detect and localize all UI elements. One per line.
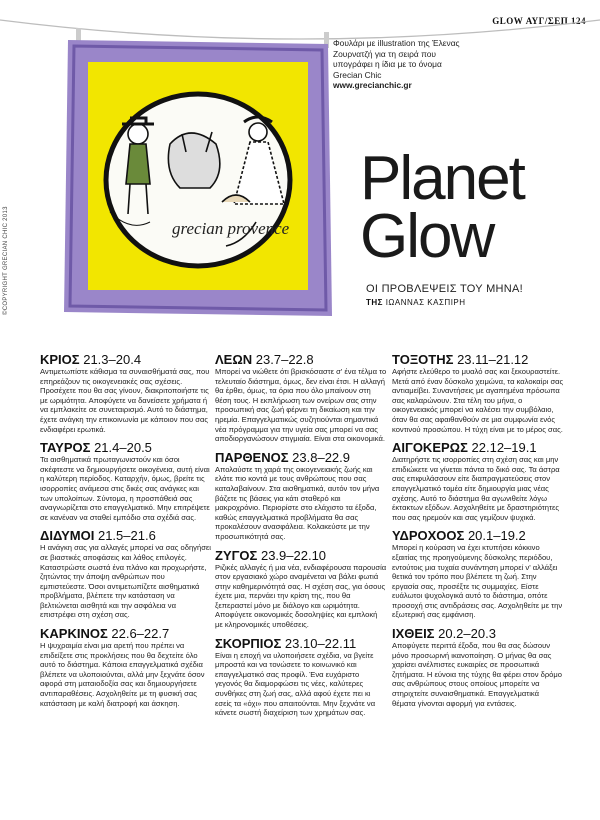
sign-name: ΔΙΔΥΜΟΙ	[40, 528, 95, 544]
sign-name: ΥΔΡΟΧΟΟΣ	[392, 528, 465, 544]
sign-name: ΖΥΓΟΣ	[215, 547, 258, 563]
sign-text: Είναι η εποχή να υλοποιήσετε σχέδια, να βγείτε μπροστά και να τονώσετε το κοινωνικό και επαγγελματικό σας προφίλ. Ένα ευχάριστο γεγονός θα διαμορφώσει τις νέες, καλύτερες συνθήκες στη ζωή σας, αλλά αφού έχετε πει κι εσείς τα «όχι» που απαιτούνται. Μην ξεχνάτε να κάνετε σωστή διαχείριση των χρημάτων σας.	[215, 650, 376, 718]
sign-pisces	[392, 626, 564, 708]
copyright-note: ©COPYRIGHT GRECIAN CHIC 2013	[3, 206, 9, 315]
sign-name: ΚΡΙΟΣ	[40, 352, 80, 367]
horoscope-column-3	[392, 352, 564, 714]
horoscope-column-2	[215, 352, 387, 724]
page-header: GLOW ΑΥΓ/ΣΕΠ 124	[492, 16, 586, 26]
horoscope-column-1	[40, 352, 212, 714]
sign-name: ΙΧΘΕΙΣ	[392, 626, 435, 642]
byline	[366, 298, 466, 307]
sign-name: ΑΙΓΟΚΕΡΩΣ	[392, 440, 468, 456]
sign-dates: 23.8–22.9	[292, 449, 350, 465]
photo-caption	[333, 38, 463, 91]
sign-libra	[215, 548, 387, 630]
sign-text: Η ψυχραιμία είναι μια αρετή που πρέπει να επιδείξετε στις προκλήσεις που θα δεχτείτε όλο αυτό το διάστημα. Κάποια επαγγελματικά σχέδια βλέπετε να υλοποιούνται, αλλά μην ξεχνάτε όσον αφορά στη ματαιοδοξία σας και δημιουργήσετε αντιπαραθέσεις. Ασχοληθείτε με τη φυσική σας κατάσταση με καλή διατροφή και άσκηση.	[40, 641, 205, 708]
sign-dates: 23.9–22.10	[260, 547, 327, 563]
sign-dates: 21.3–20.4	[83, 352, 142, 367]
sign-capricorn	[392, 440, 564, 522]
sign-virgo	[215, 450, 387, 542]
page-title	[360, 144, 524, 271]
sign-text: Αφήστε ελεύθερο το μυαλό σας και ξεκουραστείτε. Μετά από έναν δύσκολο χειμώνα, τα καλοκαίρι σας αντιαμείβει. Συναντήσεις με αγαπημένα πρόσωπα σας καλαρώνουν. Στα τέλη του μήνα, ο οικογενειακός μπορεί να καλέσει την συμβόλαιο, όταν θα σας αφαιθανθούν σε μια συμφωνία ενός κοντινού προσώπου. Η τύχη είναι με το μέρος σας.	[392, 367, 564, 434]
sign-aries	[40, 352, 212, 434]
byline-prefix: ΤΗΣ	[366, 298, 383, 307]
sign-text: Τα αισθηματικά πρωταγωνιστούν και όσοι σκέφτεστε να δημιουργήσετε οικογένεια, αυτή είναι η καλύτερη περίοδος. Καταρχήν, όμως, βρείτε τις ισορροπίες ανάμεσα στις δικές σας ανάγκες και των υπολοίπων. Σύντομα, η προσπάθειά σας αναγνωρίζεται στο επαγγελματικό. Μην επιτρέψετε σε κανέναν να σταθεί εμπόδιο στα σχέδιά σας.	[40, 455, 210, 522]
sign-dates: 20.2–20.3	[438, 626, 496, 642]
sign-name: ΤΟΞΟΤΗΣ	[392, 352, 454, 367]
sign-name: ΠΑΡΘΕΝΟΣ	[215, 449, 289, 465]
sign-sagittarius	[392, 352, 564, 434]
sign-name: ΚΑΡΚΙΝΟΣ	[40, 626, 108, 642]
caption-url[interactable]: www.grecianchic.gr	[333, 80, 412, 90]
sign-name: ΤΑΥΡΟΣ	[40, 440, 91, 456]
caption-text: Φουλάρι με illustration της Έλενας Ζουρνατζή για τη σειρά που υπογράφει η ίδια με το όνομα Grecian Chic	[333, 38, 460, 80]
sign-cancer	[40, 626, 212, 708]
sign-text: Αντιμετωπίστε κάθισμα τα συναισθήματά σας, που επηρεάζουν τις οικογενειακές σας σχέσεις. Προσέχετε που θα σας γίνουν, διακριτοποιήστε τις με ωριμότητα. Αποφύγετε να δανείσετε χρήματα ή να εμπλακείτε σε συνεταιρισμό. Αυτό το διάστημα, έχετε ανάγκη την επικοινωνία με κάποιον που σας ενδιαφέρει ερωτικά.	[40, 367, 210, 434]
sign-dates: 23.10–22.11	[284, 635, 357, 651]
scarf-label: grecian provence	[172, 219, 290, 238]
sign-dates: 20.1–19.2	[467, 528, 526, 544]
sign-text: Μπορεί η κούραση να έχει κτυπήσει κόκκινο εξαιτίας της προηγούμενης δύσκολης περιόδου, εντούτοις μια τυχαία συνάντηση μπορεί ν' αλλάξει θετικά τον τρόπο που βλέπετε τη ζωή. Στην εργασία σας, προσέξτε τις συμμαχίες. Είστε ευάλωτοι ψυχολογικά αυτό το διάστημα, οπότε προσοχή στις αντιδράσεις σας. Ασχοληθείτε με την εξωτερική σας εμφάνιση.	[392, 543, 563, 620]
sign-dates: 22.12–19.1	[471, 440, 537, 456]
sign-leo	[215, 352, 387, 444]
sign-dates: 21.5–21.6	[97, 528, 156, 544]
sign-dates: 23.7–22.8	[255, 352, 314, 367]
byline-author: ΙΩΑΝΝΑΣ ΚΑΣΠΙΡΗ	[385, 298, 466, 307]
sign-text: Η ανάγκη σας για αλλαγές μπορεί να σας οδηγήσει σε βιαστικές αποφάσεις και λάθος επιλογές. Καταστρώστε σωστά ένα πλάνο και προχωρήστε, ζητώντας την άποψη ανθρώπων που εμπιστεύεστε. Όσοι αντιμετωπίζετε αισθηματικά προβλήματα, βλέπετε την κατάσταση να βελτιώνεται αισθητά και την ασφάλεια να επιστρέφει στη σχέση σας.	[40, 543, 211, 620]
sign-gemini	[40, 528, 212, 620]
sign-text: Μπορεί να νιώθετε ότι βρισκόσαστε σ' ένα τέλμα το τελευταίο διάστημα, όμως, δεν είναι έτσι. Η αλλαγή θα έρθει, όμως, τα όρια που όλο μπαίνουν στη θέση τους. Η εκπλήρωση των ονείρων σας στην προσωπική σας ζωή φέρνει τη δικαίωση και την ηρεμία. Επαγγελματικώς συζητιούνται σημαντικά νέα πρόγραμμα για την υγεία σας μπορεί να σας αποδιοργανώσουν στιγμιαία. Είναι στα οικονομικά.	[215, 367, 387, 444]
scarf-illustration	[60, 32, 335, 322]
sign-taurus	[40, 440, 212, 522]
sign-aquarius	[392, 528, 564, 620]
sign-name: ΣΚΟΡΠΙΟΣ	[215, 635, 282, 651]
page-subtitle: ΟΙ ΠΡΟΒΛΕΨΕΙΣ ΤΟΥ ΜΗΝΑ!	[366, 283, 524, 295]
sign-name: ΛΕΩΝ	[215, 352, 253, 367]
title-line-2: Glow	[360, 202, 494, 271]
title-line-1: Planet	[360, 144, 524, 213]
sign-dates: 22.6–22.7	[111, 626, 170, 642]
sign-dates: 23.11–21.12	[457, 352, 529, 367]
sign-text: Απολαύστε τη χαρά της οικογενειακής ζωής και ελάτε πιο κοντά με τους ανθρώπους που σας καταλαβαίνουν. Στα αισθηματικά, αυτόν τον μήνα βάζετε τις βάσεις για κάτι σταθερό και μακροχρόνιο. Περιορίστε στο ελάχιστο τα έξοδα, καθώς επαγγελματικά προβλήματα θα σας προκαλέσουν ανασφάλεια. Κολακεύστε με την προσωπικότητά σας.	[215, 464, 380, 541]
sign-text: Ριζικές αλλαγές ή μια νέα, ενδιαφέρουσα παρουσία στον εργασιακό χώρο αναμένεται να βάλει φωτιά στην καθημερινότητά σας. Η σχέση σας, για όσους έχετε μια, περνάει την κρίση της, που θα ξεπεραστεί μόνο με διάλογο και ωριμότητα. Αποφύγετε οικονομικές δοσοληψίες και εμπλοκή με κληρονομικές υποθέσεις.	[215, 562, 387, 630]
sign-dates: 21.4–20.5	[94, 440, 152, 456]
sign-scorpio	[215, 636, 387, 718]
sign-text: Διατηρήστε τις ισορροπίες στη σχέση σας και μην επιδιώκετε να γίνεται πάντα το δικό σας. Τα άστρα σας επιφυλάσσουν είτε διαπραγματεύσεις στον επαγγελματικό τομέα είτε δημιουργία μιας νέας σχέσης. Αυτό το διάστημα θα αγωνιθείτε λόγω έκτακτων εξόδων. Ασχοληθείτε με δραστηριότητες που σας ηρεμούν και σας γεμίζουν ψυχικά.	[392, 455, 560, 522]
sign-text: Αποφύγετε περιττά έξοδα, που θα σας δώσουν μόνο προσωρινή ικανοποίηση. Ο μήνας θα σας χαρίσει ανέλπιστες ευκαιρίες σε προσωπικά ζητήματα. Η εύνοια της τύχης θα φέρει στον δρόμο σας ανθρώπους στους οποίους μπορείτε να στηριχτείτε συναισθηματικά. Επαγγελματικά θέματα γίνονται αφορμή για εντάσεις.	[392, 641, 562, 708]
